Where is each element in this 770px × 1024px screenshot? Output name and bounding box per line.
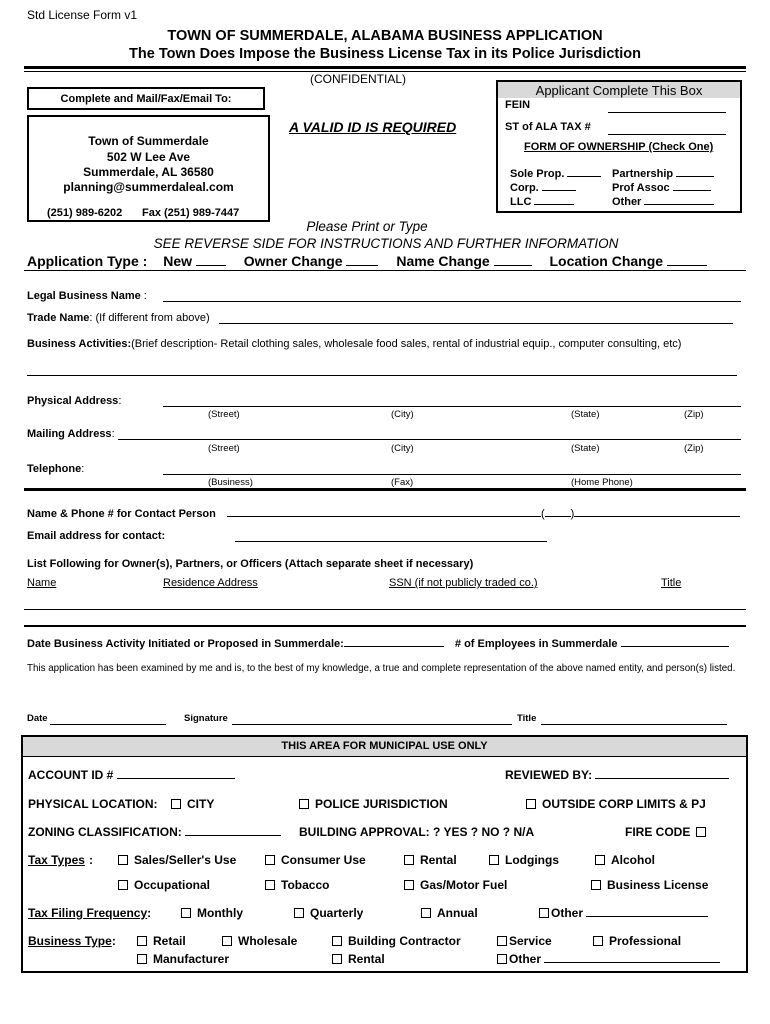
loc-police-checkbox[interactable] [299, 797, 448, 811]
mail-state-caption: (State) [571, 443, 600, 454]
btype-contractor-checkbox[interactable] [332, 934, 461, 948]
legal-name-label: Legal Business Name : [27, 290, 147, 302]
sig-title-label: Title [517, 713, 537, 724]
mail-zip-caption: (Zip) [684, 443, 704, 454]
tax-filing-label: Tax Filing Frequency: [28, 906, 152, 920]
mail-to-header: Complete and Mail/Fax/Email To: [60, 93, 232, 105]
building-approval[interactable]: BUILDING APPROVAL: ? YES ? NO ? N/A [299, 825, 535, 839]
phone-home-caption: (Home Phone) [571, 477, 633, 488]
business-type-label: Business Type: [28, 934, 116, 948]
date-initiated-label: Date Business Activity Initiated or Proposed in Summerdale: [27, 638, 344, 650]
tax-alcohol-checkbox[interactable] [595, 853, 655, 867]
filing-annual-label: Annual [437, 906, 478, 920]
account-id-row [28, 768, 235, 782]
owner-col-name: Name [27, 577, 57, 589]
town-street: 502 W Lee Ave [106, 150, 191, 164]
btype-rental-checkbox[interactable] [332, 952, 385, 966]
phone-fax-caption: (Fax) [391, 477, 414, 488]
mail-city-caption: (City) [391, 443, 414, 454]
tax-tobacco-checkbox[interactable] [265, 878, 329, 892]
tax-gas-label: Gas/Motor Fuel [420, 878, 508, 892]
account-id-field[interactable] [117, 778, 235, 779]
corp-label: Corp. [510, 182, 539, 194]
tax-consumer-label: Consumer Use [281, 853, 366, 867]
tax-sales-label: Sales/Seller's Use [134, 853, 237, 867]
header-rule [24, 66, 746, 69]
btype-other-label: Other [509, 952, 542, 966]
filing-other-checkbox[interactable] [539, 906, 708, 920]
trade-name-label: Trade Name: (If different from above) [27, 312, 210, 324]
filing-monthly-checkbox[interactable] [181, 906, 243, 920]
form-subtitle: The Town Does Impose the Business License Tax in its Police Jurisdiction [129, 46, 641, 62]
tax-alcohol-label: Alcohol [611, 853, 655, 867]
loc-city-label: CITY [187, 797, 215, 811]
llc-option[interactable] [510, 196, 574, 208]
sig-signature-label: Signature [184, 713, 228, 724]
mailing-address-field[interactable] [118, 439, 741, 440]
signature-field[interactable] [232, 724, 512, 725]
num-employees-field[interactable] [621, 646, 729, 647]
phys-zip-caption: (Zip) [684, 409, 704, 420]
owners-list-label: List Following for Owner(s), Partners, or Officers (Attach separate sheet if necessary) [27, 558, 474, 570]
btype-retail-checkbox[interactable] [137, 934, 186, 948]
other-label: Other [612, 196, 642, 208]
physical-address-label: Physical Address: [27, 395, 122, 407]
town-city: Summerdale, AL 36580 [83, 165, 214, 179]
town-name: Town of Summerdale [88, 134, 209, 148]
fire-code-label: FIRE CODE [625, 825, 691, 839]
app-type-new-label: New [163, 253, 192, 269]
tax-sales-checkbox[interactable] [118, 853, 236, 867]
reviewed-by-field[interactable] [595, 778, 729, 779]
corp-option[interactable] [510, 182, 576, 194]
st-tax-label: ST of ALA TAX # [505, 121, 591, 133]
form-title: TOWN OF SUMMERDALE, ALABAMA BUSINESS APPLICATION [167, 28, 603, 44]
confidential-label: (CONFIDENTIAL) [310, 72, 406, 86]
btype-other-checkbox[interactable] [497, 952, 720, 966]
email-contact-label: Email address for contact: [27, 530, 166, 542]
municipal-header: THIS AREA FOR MUNICIPAL USE ONLY [281, 740, 488, 752]
num-employees-label: # of Employees in Summerdale [454, 638, 618, 650]
tax-gas-checkbox[interactable] [404, 878, 507, 892]
btype-professional-checkbox[interactable] [593, 934, 681, 948]
applicant-box [496, 80, 742, 213]
business-activities-label: Business Activities:(Brief description- Retail clothing sales, wholesale food sales, rental of industrial equip., computer consulting, etc) [27, 338, 682, 350]
fein-field[interactable] [608, 112, 726, 113]
physical-address-field[interactable] [163, 406, 741, 407]
app-type-name-change-label: Name Change [396, 253, 490, 269]
app-type-location-change[interactable] [550, 253, 707, 269]
partnership-label: Partnership [612, 168, 674, 180]
phone-business-caption: (Business) [208, 477, 253, 488]
tax-lodgings-label: Lodgings [505, 853, 559, 867]
sole-prop-label: Sole Prop. [510, 168, 565, 180]
mail-to-header-box [27, 87, 265, 110]
tax-lodgings-checkbox[interactable] [489, 853, 559, 867]
sig-title-field[interactable] [541, 724, 727, 725]
fein-label: FEIN [505, 99, 531, 111]
filing-other-label: Other [551, 906, 584, 920]
filing-monthly-label: Monthly [197, 906, 243, 920]
zoning-field[interactable] [185, 835, 281, 836]
physical-location-label: PHYSICAL LOCATION: [28, 797, 158, 811]
llc-label: LLC [510, 196, 532, 208]
btype-wholesale-label: Wholesale [238, 934, 298, 948]
btype-wholesale-checkbox[interactable] [222, 934, 297, 948]
btype-manufacturer-label: Manufacturer [153, 952, 230, 966]
contact-person-label: Name & Phone # for Contact Person [27, 508, 216, 520]
business-activities-field[interactable] [27, 375, 737, 376]
tax-tobacco-label: Tobacco [281, 878, 330, 892]
owner-col-title: Title [661, 577, 682, 589]
mailing-address-label: Mailing Address: [27, 428, 115, 440]
loc-outside-label: OUTSIDE CORP LIMITS & PJ [542, 797, 706, 811]
phys-city-caption: (City) [391, 409, 414, 420]
btype-rental-label: Rental [348, 952, 385, 966]
tax-consumer-checkbox[interactable] [265, 853, 366, 867]
other-option[interactable] [612, 196, 714, 208]
application-type-row [27, 253, 707, 269]
reviewed-by-label: REVIEWED BY: [505, 768, 593, 782]
st-tax-field[interactable] [608, 134, 726, 135]
phys-state-caption: (State) [571, 409, 600, 420]
sig-date-label: Date [27, 713, 48, 724]
filing-quarterly-label: Quarterly [310, 906, 364, 920]
date-initiated-row [27, 638, 729, 650]
town-phone: (251) 989-6202 [47, 207, 123, 219]
owner-row-1[interactable] [24, 609, 746, 610]
owner-col-ssn: SSN (if not publicly traded co.) [389, 577, 538, 589]
telephone-field[interactable] [163, 474, 741, 475]
sole-prop-option[interactable] [510, 168, 601, 180]
account-id-label: ACCOUNT ID # [28, 768, 114, 782]
tax-business-license-checkbox[interactable] [591, 878, 708, 892]
municipal-box: THIS AREA FOR MUNICIPAL USE ONLY ACCOUNT ID # REVIEWED BY: PHYSICAL LOCATION: CITY POLICE JURISDICTION OUTSIDE CORP LIMITS & PJ ZONING CLASSIFICATION: BUILDING APPROVAL: ? YES ? NO ? N/A FIRE CODE Tax Types : Sales/Seller's Use Consumer Use Rental Lodgings Alcohol Occupational Tobacco Gas/Motor Fuel Business License Tax Filing Frequency: Monthly Quarterly Annual Other Business Type: Retail Wholesale Building Contractor Service Professional Manufacturer Rental Other [21, 735, 748, 973]
filing-quarterly-checkbox[interactable] [294, 906, 363, 920]
filing-annual-checkbox[interactable] [421, 906, 478, 920]
app-type-owner-change-label: Owner Change [243, 253, 343, 269]
date-initiated-field[interactable] [344, 646, 444, 647]
zoning-row [28, 825, 281, 839]
sig-date-field[interactable] [50, 724, 166, 725]
town-email: planning@summerdaleal.com [63, 180, 234, 194]
zoning-label: ZONING CLASSIFICATION: [28, 825, 182, 839]
btype-retail-label: Retail [153, 934, 186, 948]
phys-street-caption: (Street) [208, 409, 240, 420]
tax-occupational-checkbox[interactable] [118, 878, 210, 892]
tax-occupational-label: Occupational [134, 878, 211, 892]
btype-service-checkbox[interactable] [497, 934, 552, 948]
applicant-box-header: Applicant Complete This Box [535, 83, 703, 98]
owner-col-residence: Residence Address [163, 577, 258, 589]
trade-name-field[interactable] [219, 323, 733, 324]
telephone-label: Telephone: [27, 463, 85, 475]
application-type-label: Application Type : [27, 253, 148, 269]
valid-id-notice: A VALID ID IS REQUIRED [289, 119, 457, 135]
reviewed-by-row [505, 768, 729, 782]
mail-to-address-box [27, 115, 270, 222]
town-fax: Fax (251) 989-7447 [142, 207, 240, 219]
form-version: Std License Form v1 [27, 8, 138, 22]
certification-statement: This application has been examined by me and is, to the best of my knowledge, a true and complete representation of the above named entity, and person(s) listed. [27, 663, 736, 674]
tax-rental-label: Rental [420, 853, 457, 867]
loc-police-label: POLICE JURISDICTION [315, 797, 448, 811]
loc-outside-checkbox[interactable] [526, 797, 706, 811]
print-or-type: Please Print or Type [306, 219, 428, 234]
btype-manufacturer-checkbox[interactable] [137, 952, 229, 966]
see-reverse-notice: SEE REVERSE SIDE FOR INSTRUCTIONS AND FURTHER INFORMATION [153, 236, 619, 251]
btype-service-label: Service [509, 934, 552, 948]
loc-city-checkbox[interactable] [171, 797, 214, 811]
app-type-location-change-label: Location Change [549, 253, 664, 269]
legal-name-field[interactable] [163, 301, 741, 302]
ownership-header: FORM OF OWNERSHIP (Check One) [524, 141, 714, 153]
prof-assoc-option[interactable] [612, 182, 711, 194]
app-type-new[interactable] [163, 253, 226, 269]
tax-types-label: Tax Types [28, 853, 85, 867]
tax-rental-checkbox[interactable] [404, 853, 457, 867]
btype-professional-label: Professional [609, 934, 682, 948]
partnership-option[interactable] [612, 168, 714, 180]
app-type-name-change[interactable] [396, 253, 531, 269]
mail-street-caption: (Street) [208, 443, 240, 454]
prof-assoc-label: Prof Assoc [612, 182, 670, 194]
email-contact-field[interactable] [235, 541, 547, 542]
tax-business-license-label: Business License [607, 878, 709, 892]
fire-code-checkbox[interactable] [625, 825, 712, 839]
contact-person-field[interactable]: ( ) [227, 508, 740, 520]
btype-contractor-label: Building Contractor [348, 934, 461, 948]
app-type-owner-change[interactable] [244, 253, 379, 269]
